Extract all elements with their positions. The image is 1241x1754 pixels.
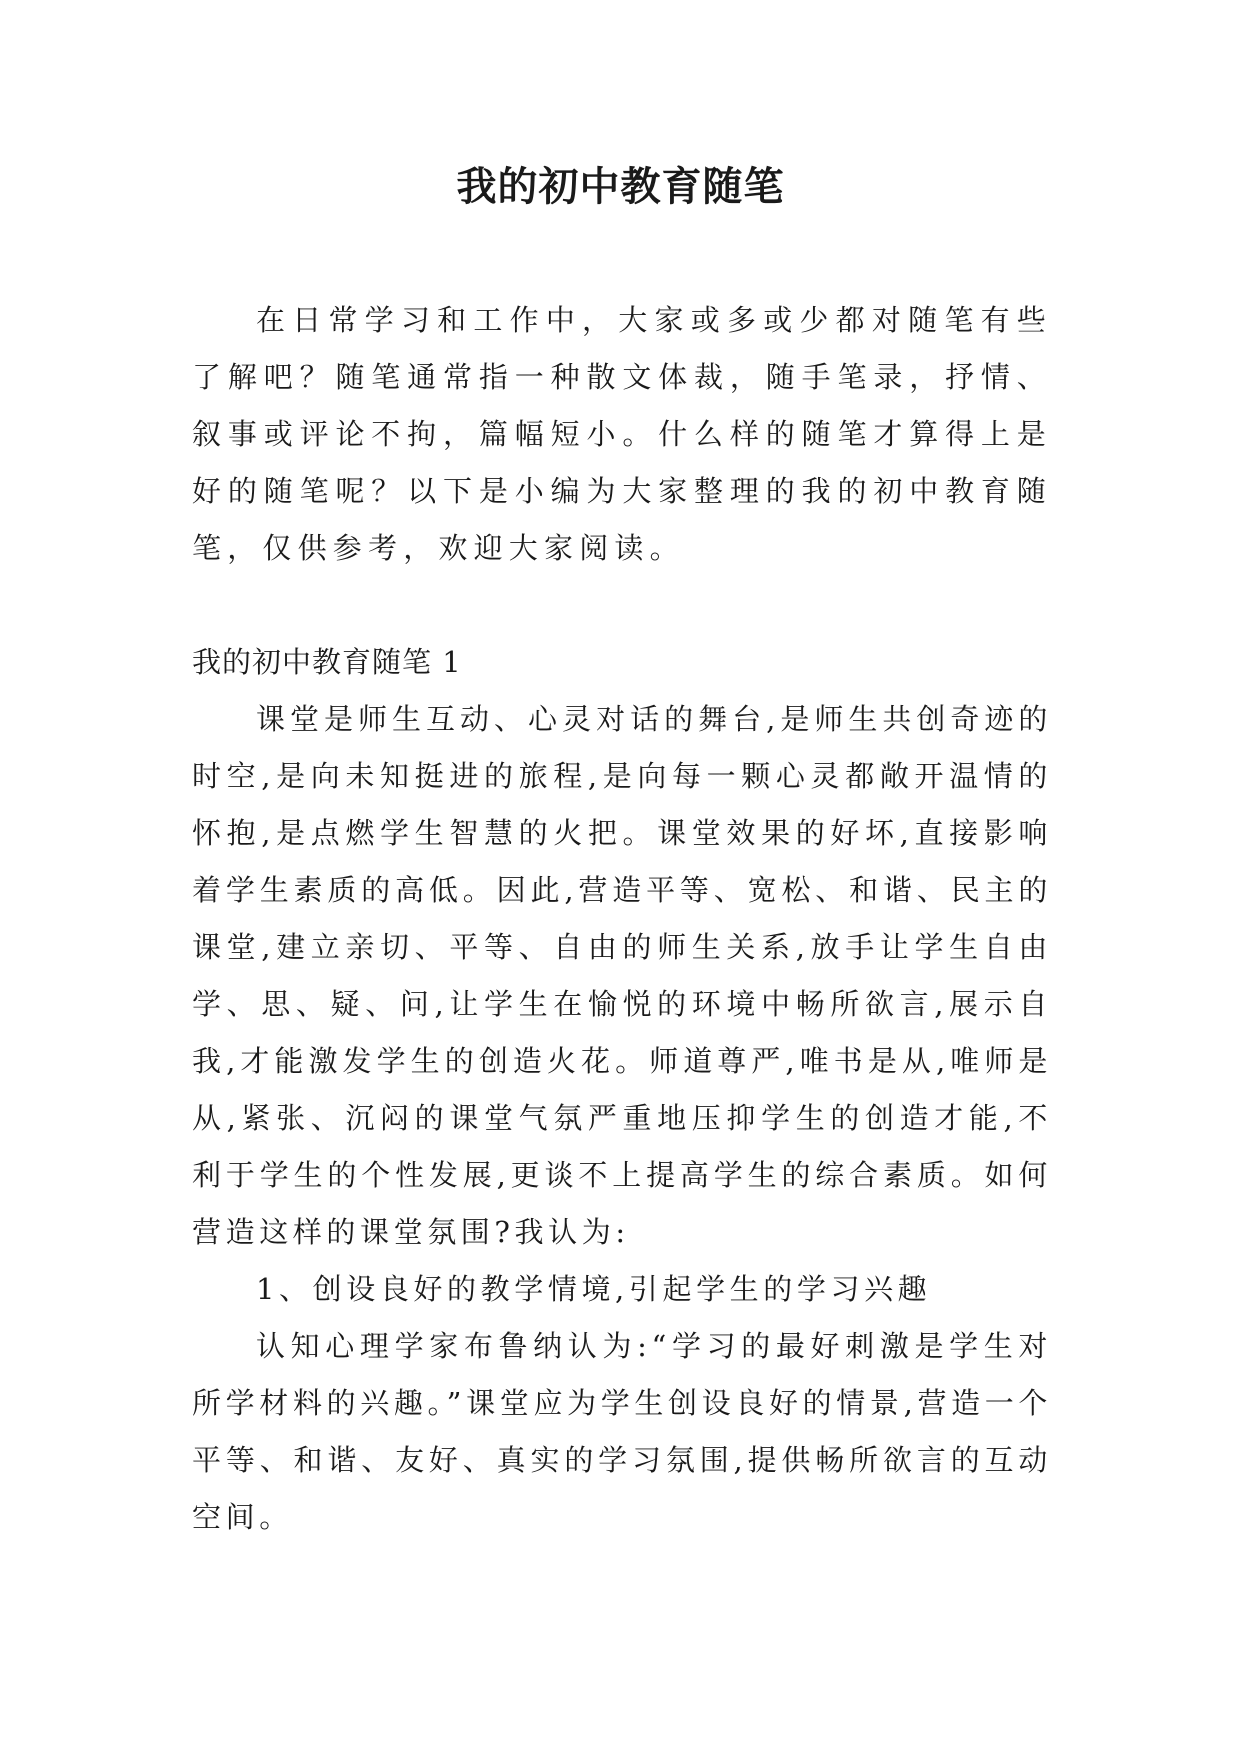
section-heading: 我的初中教育随笔 1 [192, 645, 462, 679]
document-body [192, 292, 1052, 1546]
body-paragraph-subheading: 1、创设良好的教学情境,引起学生的学习兴趣 [256, 1272, 932, 1306]
body-paragraph: 课堂是师生互动、心灵对话的舞台,是师生共创奇迹的时空,是向未知挺进的旅程,是向每一颗心灵都敞开温情的怀抱,是点燃学生智慧的火把。课堂效果的好坏,直接影响着学生素质的高低。因此,营造平等、宽松、和谐、民主的课堂,建立亲切、平等、自由的师生关系,放手让学生自由学、思、疑、问,让学生在愉悦的环境中畅所欲言,展示自我,才能激发学生的创造火花。师道尊严,唯书是从,唯师是从,紧张、沉闷的课堂气氛严重地压抑学生的创造才能,不利于学生的个性发展,更谈不上提高学生的综合素质。如何营造这样的课堂氛围?我认为: [192, 702, 1052, 1249]
body-paragraph: 认知心理学家布鲁纳认为:“学习的最好刺激是学生对所学材料的兴趣。”课堂应为学生创设良好的情景,营造一个平等、和谐、友好、真实的学习氛围,提供畅所欲言的互动空间。 [192, 1329, 1052, 1534]
intro-paragraph: 在日常学习和工作中，大家或多或少都对随笔有些了解吧？随笔通常指一种散文体裁，随手笔录，抒情、叙事或评论不拘，篇幅短小。什么样的随笔才算得上是好的随笔呢？以下是小编为大家整理的我的初中教育随笔，仅供参考，欢迎大家阅读。 [192, 303, 1052, 565]
document-title: 我的初中教育随笔 [456, 163, 785, 210]
